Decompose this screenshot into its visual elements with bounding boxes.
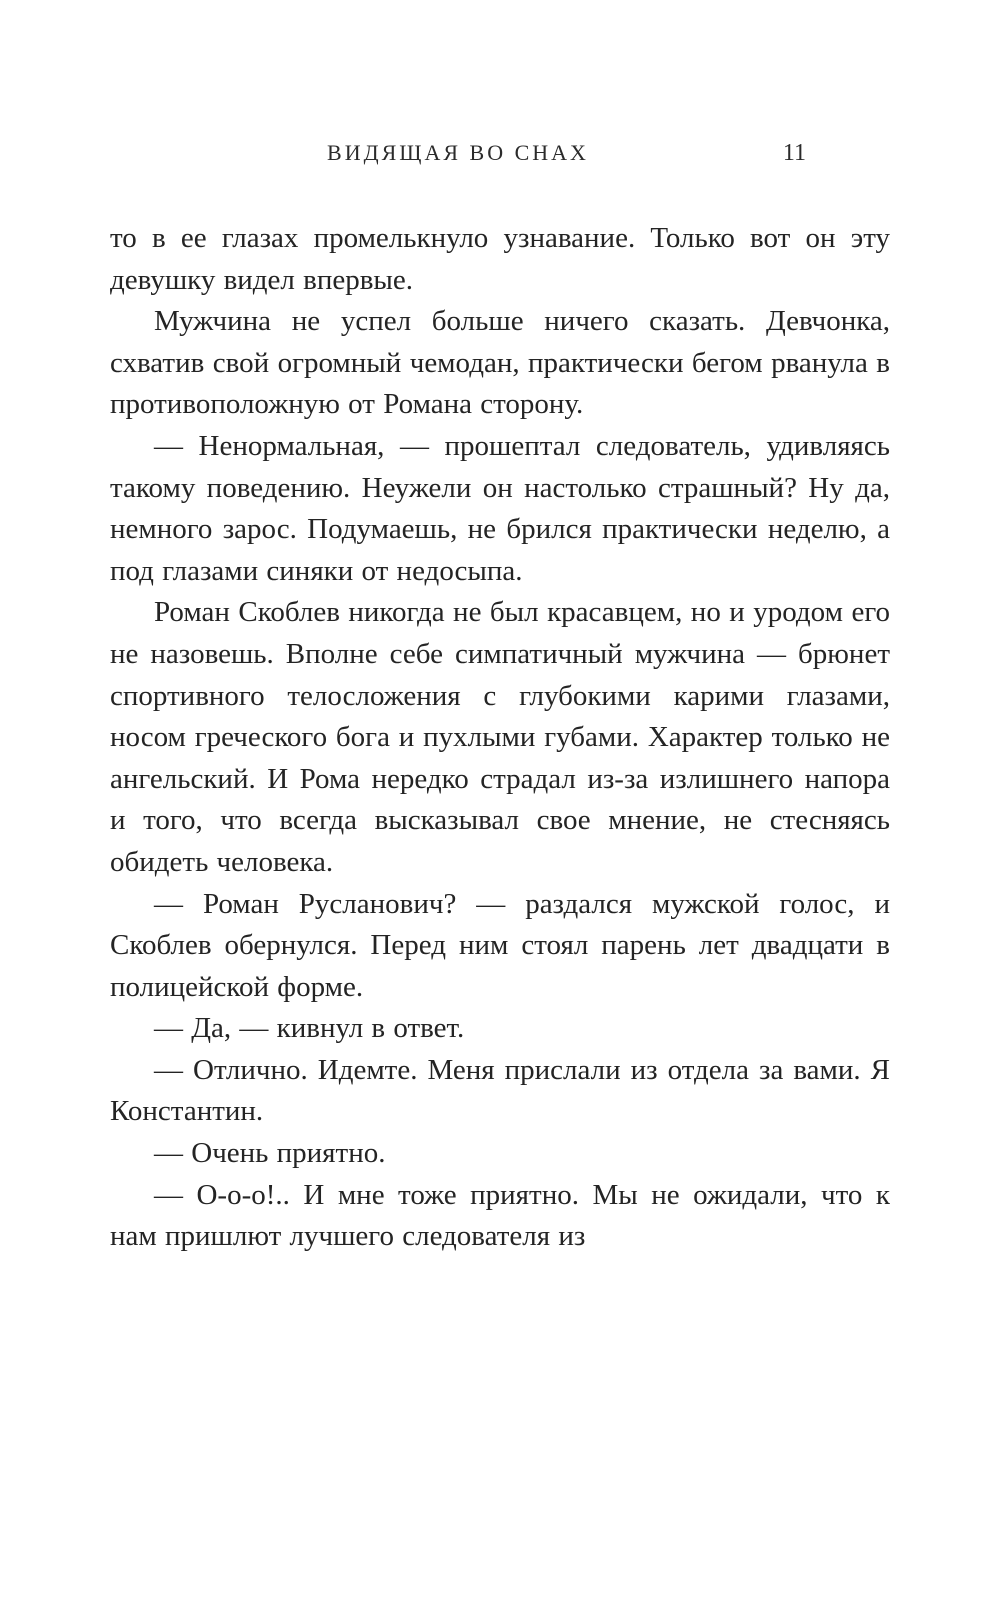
paragraph: Мужчина не успел больше ничего сказать. Девчонка, схватив свой огромный чемодан, практически бегом рванула в противоположную от Романа сторону. (110, 305, 890, 421)
page-number: 11 (782, 140, 806, 166)
paragraph-dialogue: — Ненормальная, — прошептал следователь, удивляясь такому поведению. Неужели он настолько страшный? Ну да, немного зарос. Подумаешь, не брился практически неделю, а под глазами синяки от недосыпа. (110, 429, 890, 587)
paragraph-dialogue: — Очень приятно. (154, 1137, 386, 1170)
paragraph-continuation: то в ее глазах промелькнуло узнавание. Только вот он эту девушку видел впервые. (110, 222, 890, 296)
paragraph-dialogue: — Роман Русланович? — раздался мужской голос, и Скоблев обернулся. Перед ним стоял парень лет двадцати в полицейской форме. (110, 887, 890, 1003)
page-header (110, 140, 890, 172)
paragraph-dialogue: — Отлично. Идемте. Меня прислали из отдела за вами. Я Константин. (110, 1053, 890, 1128)
paragraph: Роман Скоблев никогда не был красавцем, но и уродом его не назовешь. Вполне себе симпатичный мужчина — брюнет спортивного телосложения с глубокими карими глазами, носом греческого бога и пухлыми губами. Характер только не ангельский. И Рома нередко страдал из-за излишнего напора и того, что всегда высказывал свое мнение, не стесняясь обидеть человека. (110, 596, 890, 878)
paragraph-dialogue: — Да, — кивнул в ответ. (154, 1012, 465, 1045)
running-head-title: ВИДЯЩАЯ ВО СНАХ (327, 140, 589, 165)
paragraph-dialogue: — О-о-о!.. И мне тоже приятно. Мы не ожидали, что к нам пришлют лучшего следователя из (110, 1178, 890, 1253)
text-block (110, 218, 890, 1258)
